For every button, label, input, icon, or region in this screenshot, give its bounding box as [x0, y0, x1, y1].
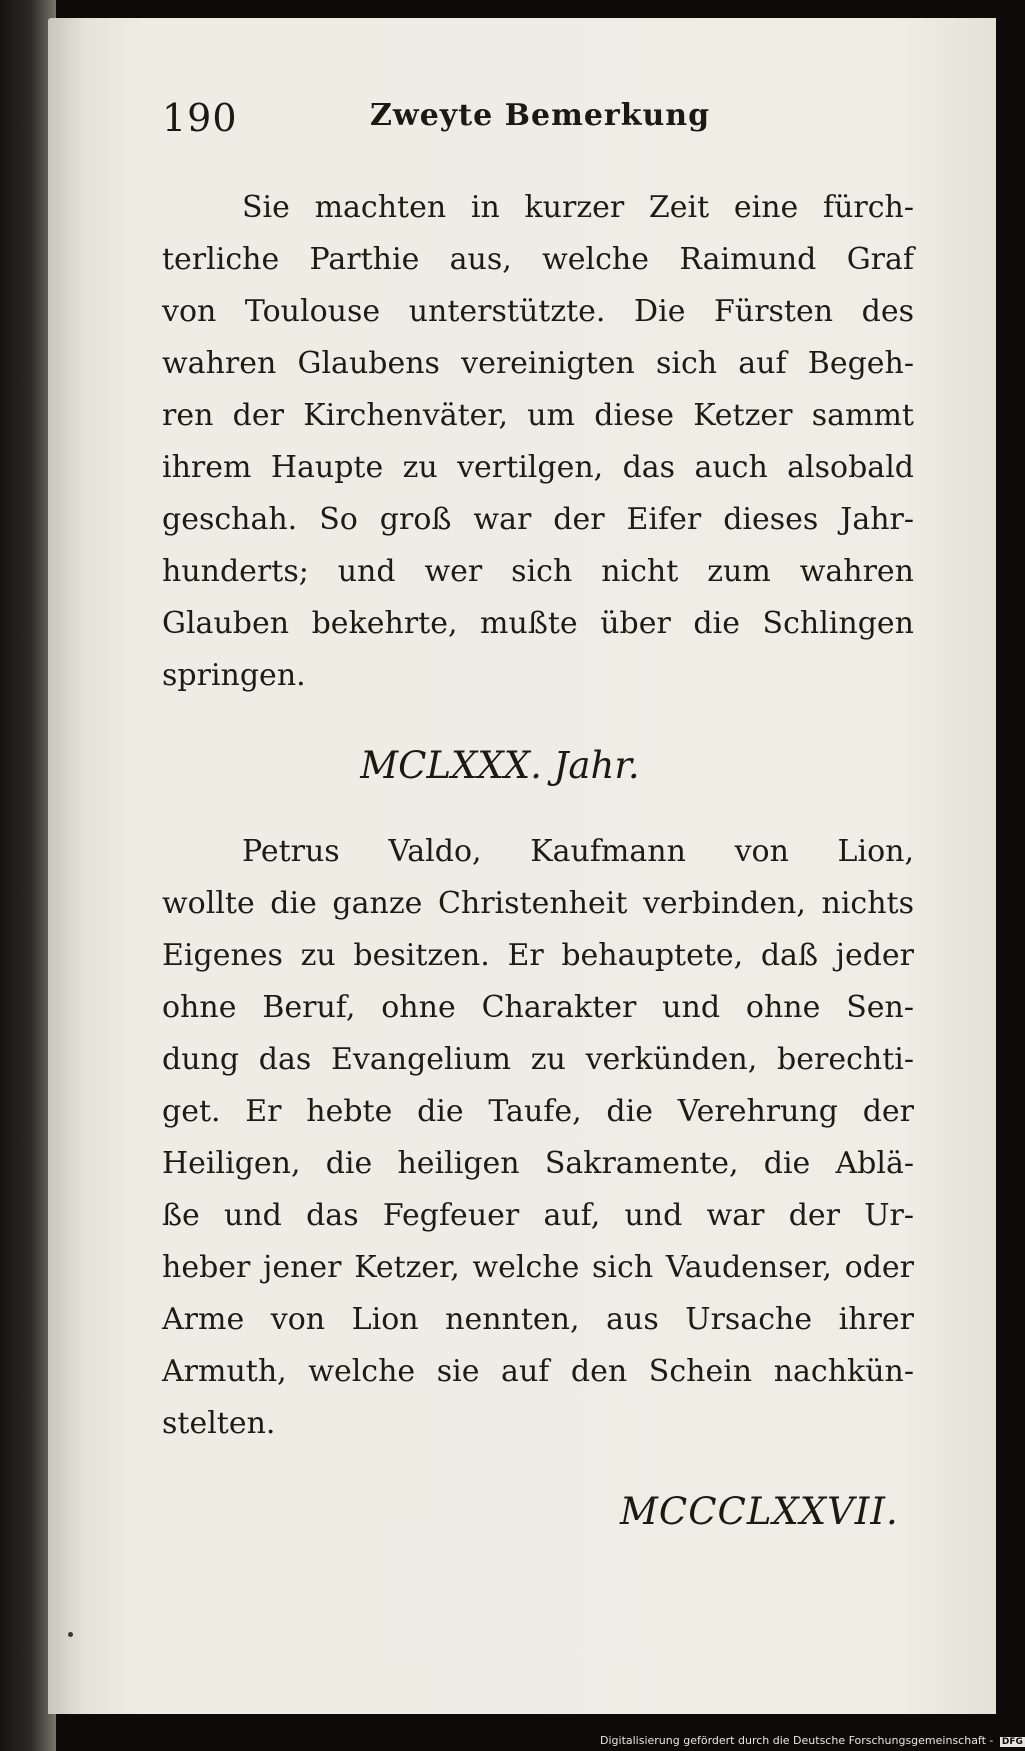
- text-line: wahren Glaubens vereinigten sich auf Begeh-: [162, 346, 914, 381]
- running-head: Zweyte Bemerkung: [370, 98, 711, 133]
- text-line: Heiligen, die heiligen Sakramente, die Ablä-: [162, 1146, 914, 1181]
- text-line: Eigenes zu besitzen. Er behauptete, daß jeder: [162, 938, 914, 973]
- text-line: terliche Parthie aus, welche Raimund Graf: [162, 242, 914, 277]
- text-line: dung das Evangelium zu verkünden, berechti-: [162, 1042, 914, 1077]
- text-line: get. Er hebte die Taufe, die Verehrung der: [162, 1094, 914, 1129]
- paragraph-2: [162, 826, 914, 1450]
- catchword: MCCCLXXVII.: [620, 1490, 899, 1533]
- footer-text: Digitalisierung gefördert durch die Deutsche Forschungsgemeinschaft -: [600, 1734, 994, 1747]
- text-line: ren der Kirchenväter, um diese Ketzer sammt: [162, 398, 914, 433]
- section-heading: MCLXXX. Jahr.: [360, 744, 640, 787]
- paragraph-1: [162, 182, 914, 702]
- digitization-footer: [600, 1734, 1025, 1747]
- text-line: ohne Beruf, ohne Charakter und ohne Sen-: [162, 990, 914, 1025]
- text-line: Arme von Lion nennten, aus Ursache ihrer: [162, 1302, 914, 1337]
- text-line: stelten.: [162, 1406, 276, 1441]
- text-line: Petrus Valdo, Kaufmann von Lion,: [242, 834, 914, 869]
- text-line: Glauben bekehrte, mußte über die Schlingen: [162, 606, 914, 641]
- dfg-logo: DFG: [1001, 1737, 1023, 1747]
- text-line: springen.: [162, 658, 306, 693]
- text-line: von Toulouse unterstützte. Die Fürsten des: [162, 294, 914, 329]
- text-line: heber jener Ketzer, welche sich Vaudenser, oder: [162, 1250, 914, 1285]
- text-line: ße und das Fegfeuer auf, und war der Ur-: [162, 1198, 914, 1233]
- text-line: Sie machten in kurzer Zeit eine fürch-: [242, 190, 914, 225]
- ink-spot: [68, 1632, 73, 1637]
- text-line: ihrem Haupte zu vertilgen, das auch alsobald: [162, 450, 914, 485]
- text-line: hunderts; und wer sich nicht zum wahren: [162, 554, 914, 589]
- text-line: Armuth, welche sie auf den Schein nachkün-: [162, 1354, 914, 1389]
- text-line: geschah. So groß war der Eifer dieses Jahr-: [162, 502, 914, 537]
- text-line: wollte die ganze Christenheit verbinden, nichts: [162, 886, 914, 921]
- page-number: 190: [162, 96, 238, 140]
- page-header: [162, 96, 720, 156]
